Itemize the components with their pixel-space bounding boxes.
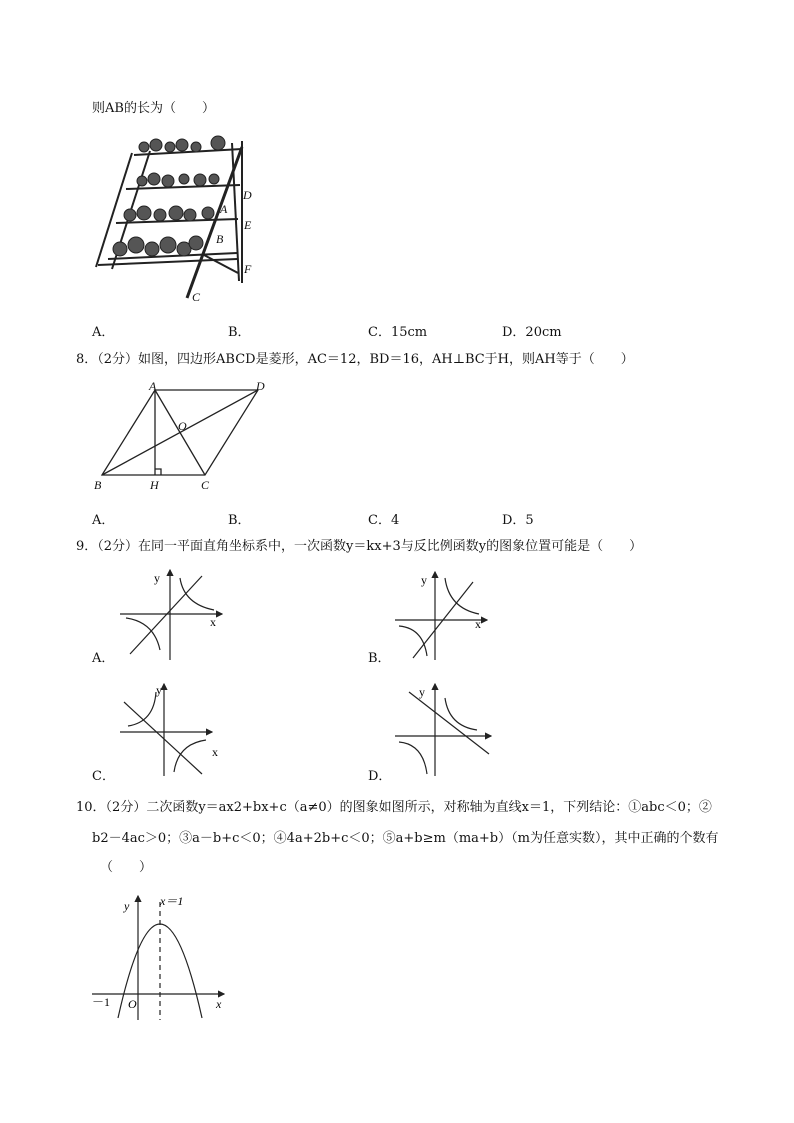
- q9-option-b: B．: [368, 651, 391, 666]
- q10-x-label: x: [216, 997, 222, 1011]
- q9-graph-c: [118, 680, 228, 778]
- q9-b-x-label: x: [475, 617, 481, 631]
- q7-option-c: C．15cm: [368, 325, 428, 340]
- q10-axis-of-symmetry-label: x＝1: [160, 894, 184, 908]
- q10-parabola-figure: [90, 890, 235, 1022]
- q7-label-a: A: [220, 202, 228, 216]
- q8-label-c: C: [201, 478, 210, 492]
- q7-option-b: B．: [228, 325, 251, 340]
- q7-label-d: D: [243, 188, 252, 202]
- q10-y-label: y: [124, 899, 130, 913]
- q9-stem: 9．（2分）在同一平面直角坐标系中，一次函数y＝kx+3与反比例函数y的图象位置可能是（ ）: [76, 539, 643, 554]
- q7-option-d: D．20cm: [502, 325, 562, 340]
- q9-option-c: C．: [92, 769, 115, 784]
- q9-a-y-label: y: [154, 571, 160, 585]
- q8-option-b: B．: [228, 513, 251, 528]
- q7-label-c: C: [192, 290, 201, 304]
- q8-stem: 8．（2分）如图，四边形ABCD是菱形，AC＝12，BD＝16，AH⊥BC于H，则AH等于（ ）: [76, 352, 634, 367]
- q9-d-y-label: y: [419, 685, 425, 699]
- q8-label-o: O: [178, 419, 187, 433]
- q7-label-f: F: [244, 262, 252, 276]
- q9-a-x-label: x: [210, 615, 216, 629]
- q9-c-x-label: x: [212, 745, 218, 759]
- q9-graph-b: [393, 568, 493, 662]
- q9-option-d: D．: [368, 769, 392, 784]
- q8-label-h: H: [150, 478, 159, 492]
- q7-label-b: B: [216, 232, 224, 246]
- q7-shelf-figure: [92, 133, 262, 305]
- q10-stem-line1: 10．（2分）二次函数y＝ax2+bx+c（a≠0）的图象如图所示，对称轴为直线x＝1，下列结论：①abc＜0；②: [76, 800, 712, 815]
- q8-rhombus-figure: [90, 378, 270, 494]
- q8-label-a: A: [149, 379, 157, 393]
- q10-stem-line2: b2－4ac＞0；③a－b+c＜0；④4a+2b+c＜0；⑤a+b≥m（ma+b）（m为任意实数），其中正确的个数有: [92, 831, 719, 846]
- q9-c-y-label: y: [156, 683, 162, 697]
- q7-stem-tail: 则AB的长为（ ）: [92, 101, 215, 116]
- q9-b-y-label: y: [421, 573, 427, 587]
- q9-option-a: A．: [92, 651, 115, 666]
- q10-minus-one-label: －1: [92, 995, 111, 1009]
- q8-option-d: D．5: [502, 513, 534, 528]
- q8-label-d: D: [256, 379, 265, 393]
- q7-label-e: E: [244, 218, 252, 232]
- q9-graph-a: [118, 566, 228, 662]
- q10-origin-label: O: [128, 997, 137, 1011]
- q10-stem-line3: （ ）: [100, 860, 153, 875]
- q8-option-a: A．: [92, 513, 115, 528]
- q8-option-c: C．4: [368, 513, 400, 528]
- q8-label-b: B: [94, 478, 102, 492]
- q9-graph-d: [393, 680, 503, 778]
- q7-option-a: A．: [92, 325, 115, 340]
